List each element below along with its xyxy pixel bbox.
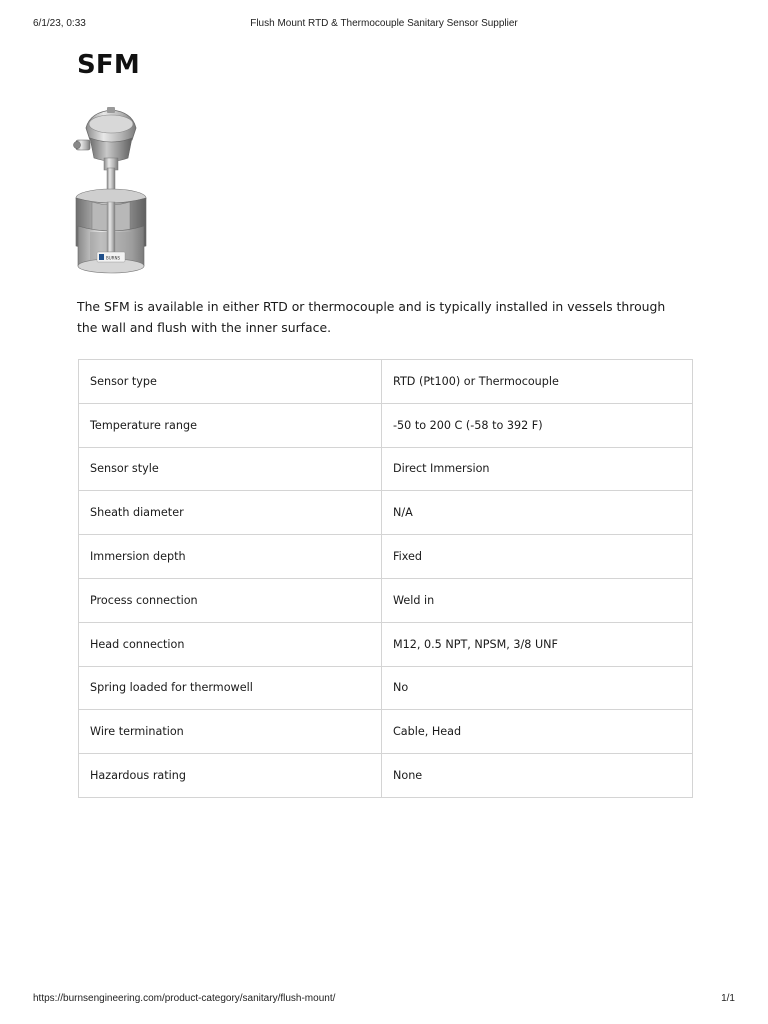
spec-value: Direct Immersion — [382, 447, 693, 491]
spec-label: Sensor style — [79, 447, 382, 491]
table-row — [79, 666, 693, 710]
spec-value: Weld in — [382, 578, 693, 622]
print-header — [0, 0, 768, 48]
spec-label: Wire termination — [79, 710, 382, 754]
spec-value: RTD (Pt100) or Thermocouple — [382, 360, 693, 404]
print-page-title: Flush Mount RTD & Thermocouple Sanitary Sensor Supplier — [250, 18, 518, 29]
table-row — [79, 447, 693, 491]
print-date: 6/1/23, 0:33 — [33, 18, 86, 29]
spec-value: N/A — [382, 491, 693, 535]
spec-value: Cable, Head — [382, 710, 693, 754]
table-row — [79, 491, 693, 535]
product-badge-text: BURNS — [106, 255, 120, 261]
spec-value: No — [382, 666, 693, 710]
table-row — [79, 403, 693, 447]
table-row — [79, 535, 693, 579]
table-row — [79, 360, 693, 404]
print-page-count: 1/1 — [721, 993, 735, 1004]
spec-value: None — [382, 754, 693, 798]
specs-table — [78, 359, 693, 798]
spec-label: Temperature range — [79, 403, 382, 447]
spec-label: Immersion depth — [79, 535, 382, 579]
page-title: SFM — [77, 50, 140, 80]
spec-label: Hazardous rating — [79, 754, 382, 798]
spec-value: Fixed — [382, 535, 693, 579]
table-row — [79, 622, 693, 666]
spec-label: Process connection — [79, 578, 382, 622]
spec-label: Sheath diameter — [79, 491, 382, 535]
specs-table-body — [79, 360, 693, 798]
table-row — [79, 578, 693, 622]
spec-value: -50 to 200 C (-58 to 392 F) — [382, 403, 693, 447]
product-image — [70, 106, 156, 280]
spec-value: M12, 0.5 NPT, NPSM, 3/8 UNF — [382, 622, 693, 666]
table-row — [79, 754, 693, 798]
table-row — [79, 710, 693, 754]
spec-label: Head connection — [79, 622, 382, 666]
intro-paragraph: The SFM is available in either RTD or thermocouple and is typically installed in vessels through the wall and flush with the inner surface. — [77, 299, 666, 335]
spec-label: Sensor type — [79, 360, 382, 404]
spec-label: Spring loaded for thermowell — [79, 666, 382, 710]
print-url: https://burnsengineering.com/product-category/sanitary/flush-mount/ — [33, 993, 336, 1004]
print-footer — [0, 990, 768, 1010]
